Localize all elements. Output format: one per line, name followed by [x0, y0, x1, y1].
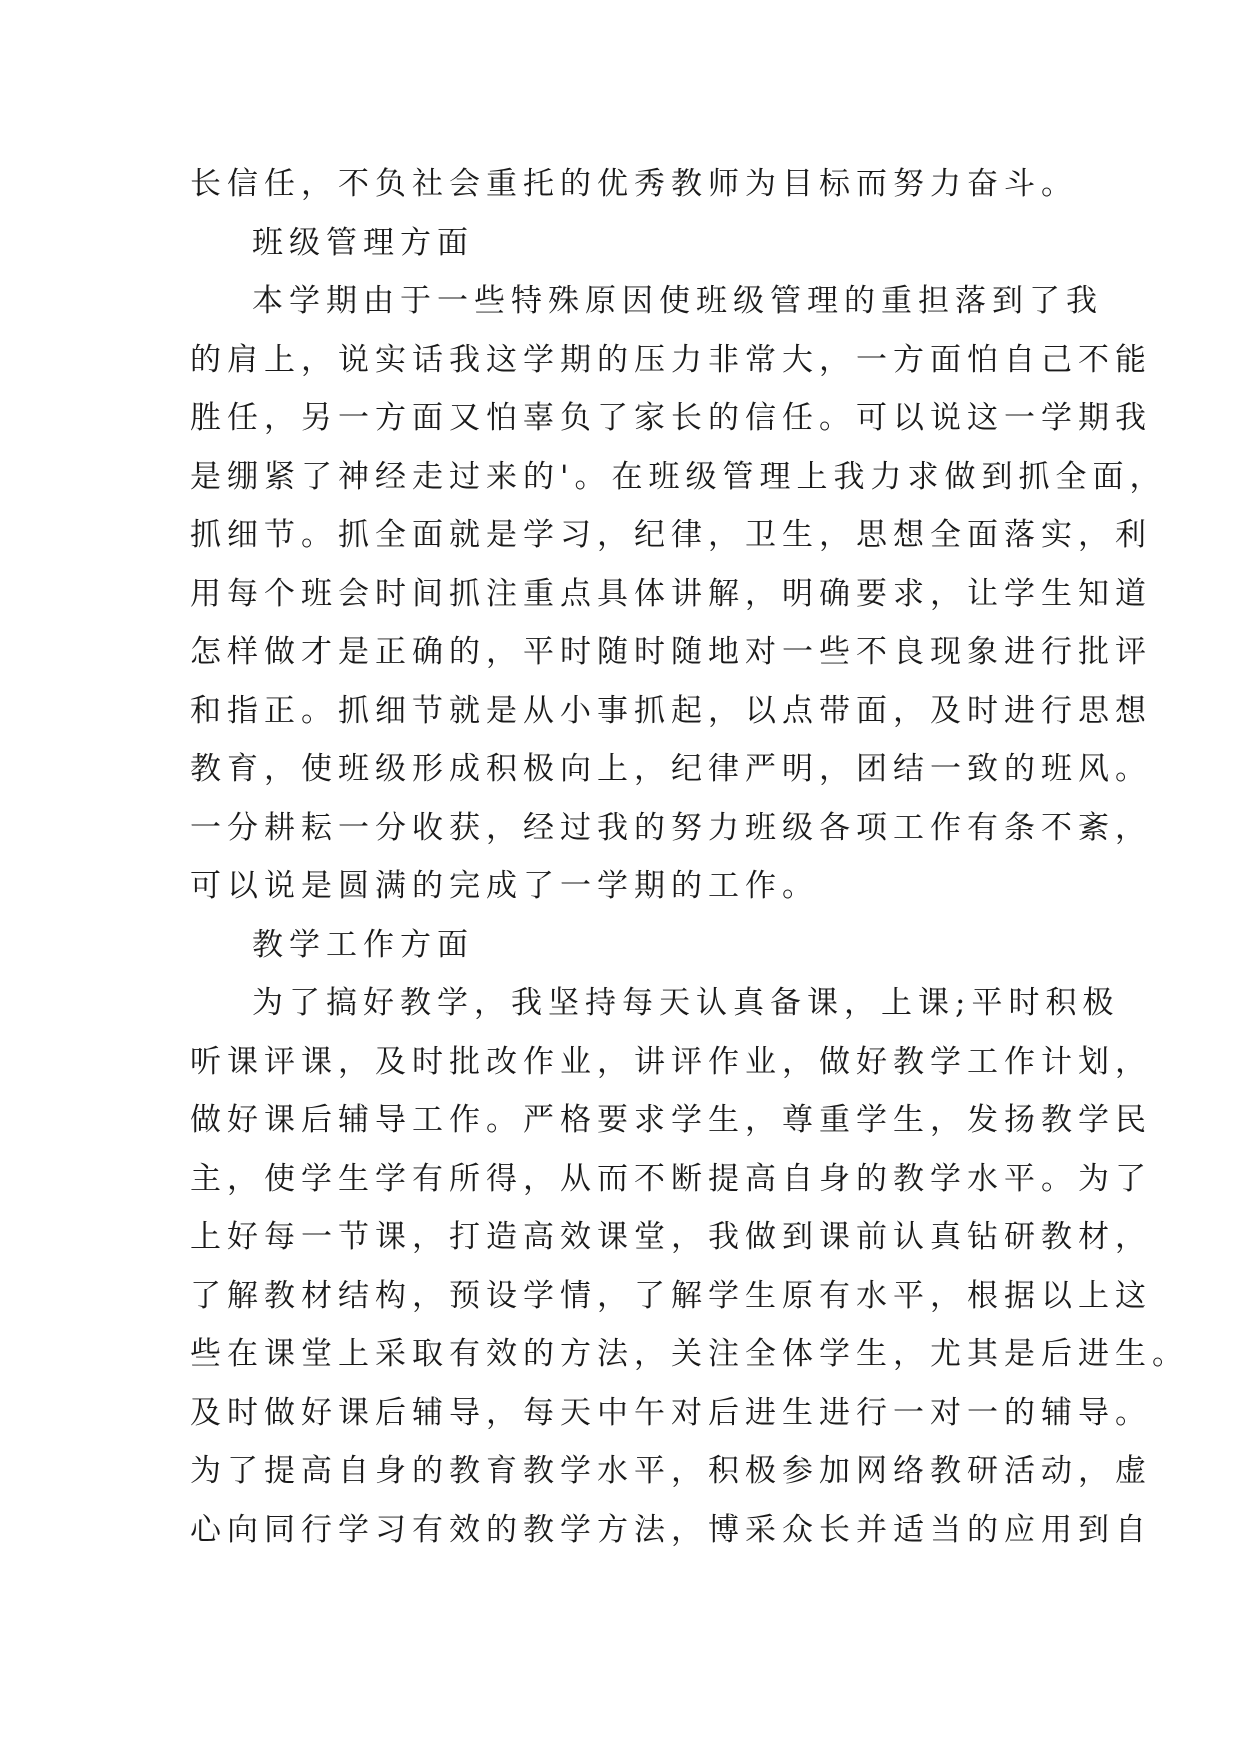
- text-line: 主，使学生学有所得，从而不断提高自身的教学水平。为了: [190, 1160, 1152, 1197]
- text-line: 和指正。抓细节就是从小事抓起，以点带面，及时进行思想: [190, 692, 1152, 729]
- text-line: 为了搞好教学，我坚持每天认真备课，上课;平时积极: [252, 985, 1120, 1021]
- text-line: 是绷紧了神经走过来的'。在班级管理上我力求做到抓全面，: [190, 458, 1167, 495]
- text-line: 心向同行学习有效的教学方法，博采众长并适当的应用到自: [190, 1511, 1152, 1548]
- section-heading-class-management: 班级管理方面: [252, 224, 474, 261]
- text-line: 及时做好课后辅导，每天中午对后进生进行一对一的辅导。: [190, 1394, 1152, 1431]
- text-line: 教育，使班级形成积极向上，纪律严明，团结一致的班风。: [190, 751, 1152, 787]
- text-line: 抓细节。抓全面就是学习，纪律，卫生，思想全面落实，利: [190, 517, 1152, 553]
- text-line: 听课评课，及时批改作业，讲评作业，做好教学工作计划，: [190, 1043, 1152, 1080]
- text-line: 些在课堂上采取有效的方法，关注全体学生，尤其是后进生。: [190, 1336, 1189, 1372]
- text-line: 做好课后辅导工作。严格要求学生，尊重学生，发扬教学民: [190, 1102, 1152, 1138]
- document-body: [190, 155, 1189, 1559]
- text-line: 为了提高自身的教育教学水平，积极参加网络教研活动，虚: [190, 1453, 1152, 1489]
- text-line: 可以说是圆满的完成了一学期的工作。: [190, 868, 819, 904]
- text-line: 的肩上，说实话我这学期的压力非常大，一方面怕自己不能: [190, 341, 1152, 378]
- text-line: 胜任，另一方面又怕辜负了家长的信任。可以说这一学期我: [190, 400, 1152, 436]
- text-line: 用每个班会时间抓注重点具体讲解，明确要求，让学生知道: [190, 575, 1152, 612]
- text-line: 了解教材结构，预设学情，了解学生原有水平，根据以上这: [190, 1277, 1152, 1314]
- text-line: 上好每一节课，打造高效课堂，我做到课前认真钻研教材，: [190, 1219, 1152, 1255]
- text-line: 怎样做才是正确的，平时随时随地对一些不良现象进行批评: [190, 634, 1152, 670]
- section-heading-teaching-work: 教学工作方面: [252, 926, 474, 963]
- text-line: 一分耕耘一分收获，经过我的努力班级各项工作有条不紊，: [190, 809, 1152, 846]
- text-line: 长信任，不负社会重托的优秀教师为目标而努力奋斗。: [190, 166, 1078, 202]
- text-line: 本学期由于一些特殊原因使班级管理的重担落到了我: [252, 283, 1103, 319]
